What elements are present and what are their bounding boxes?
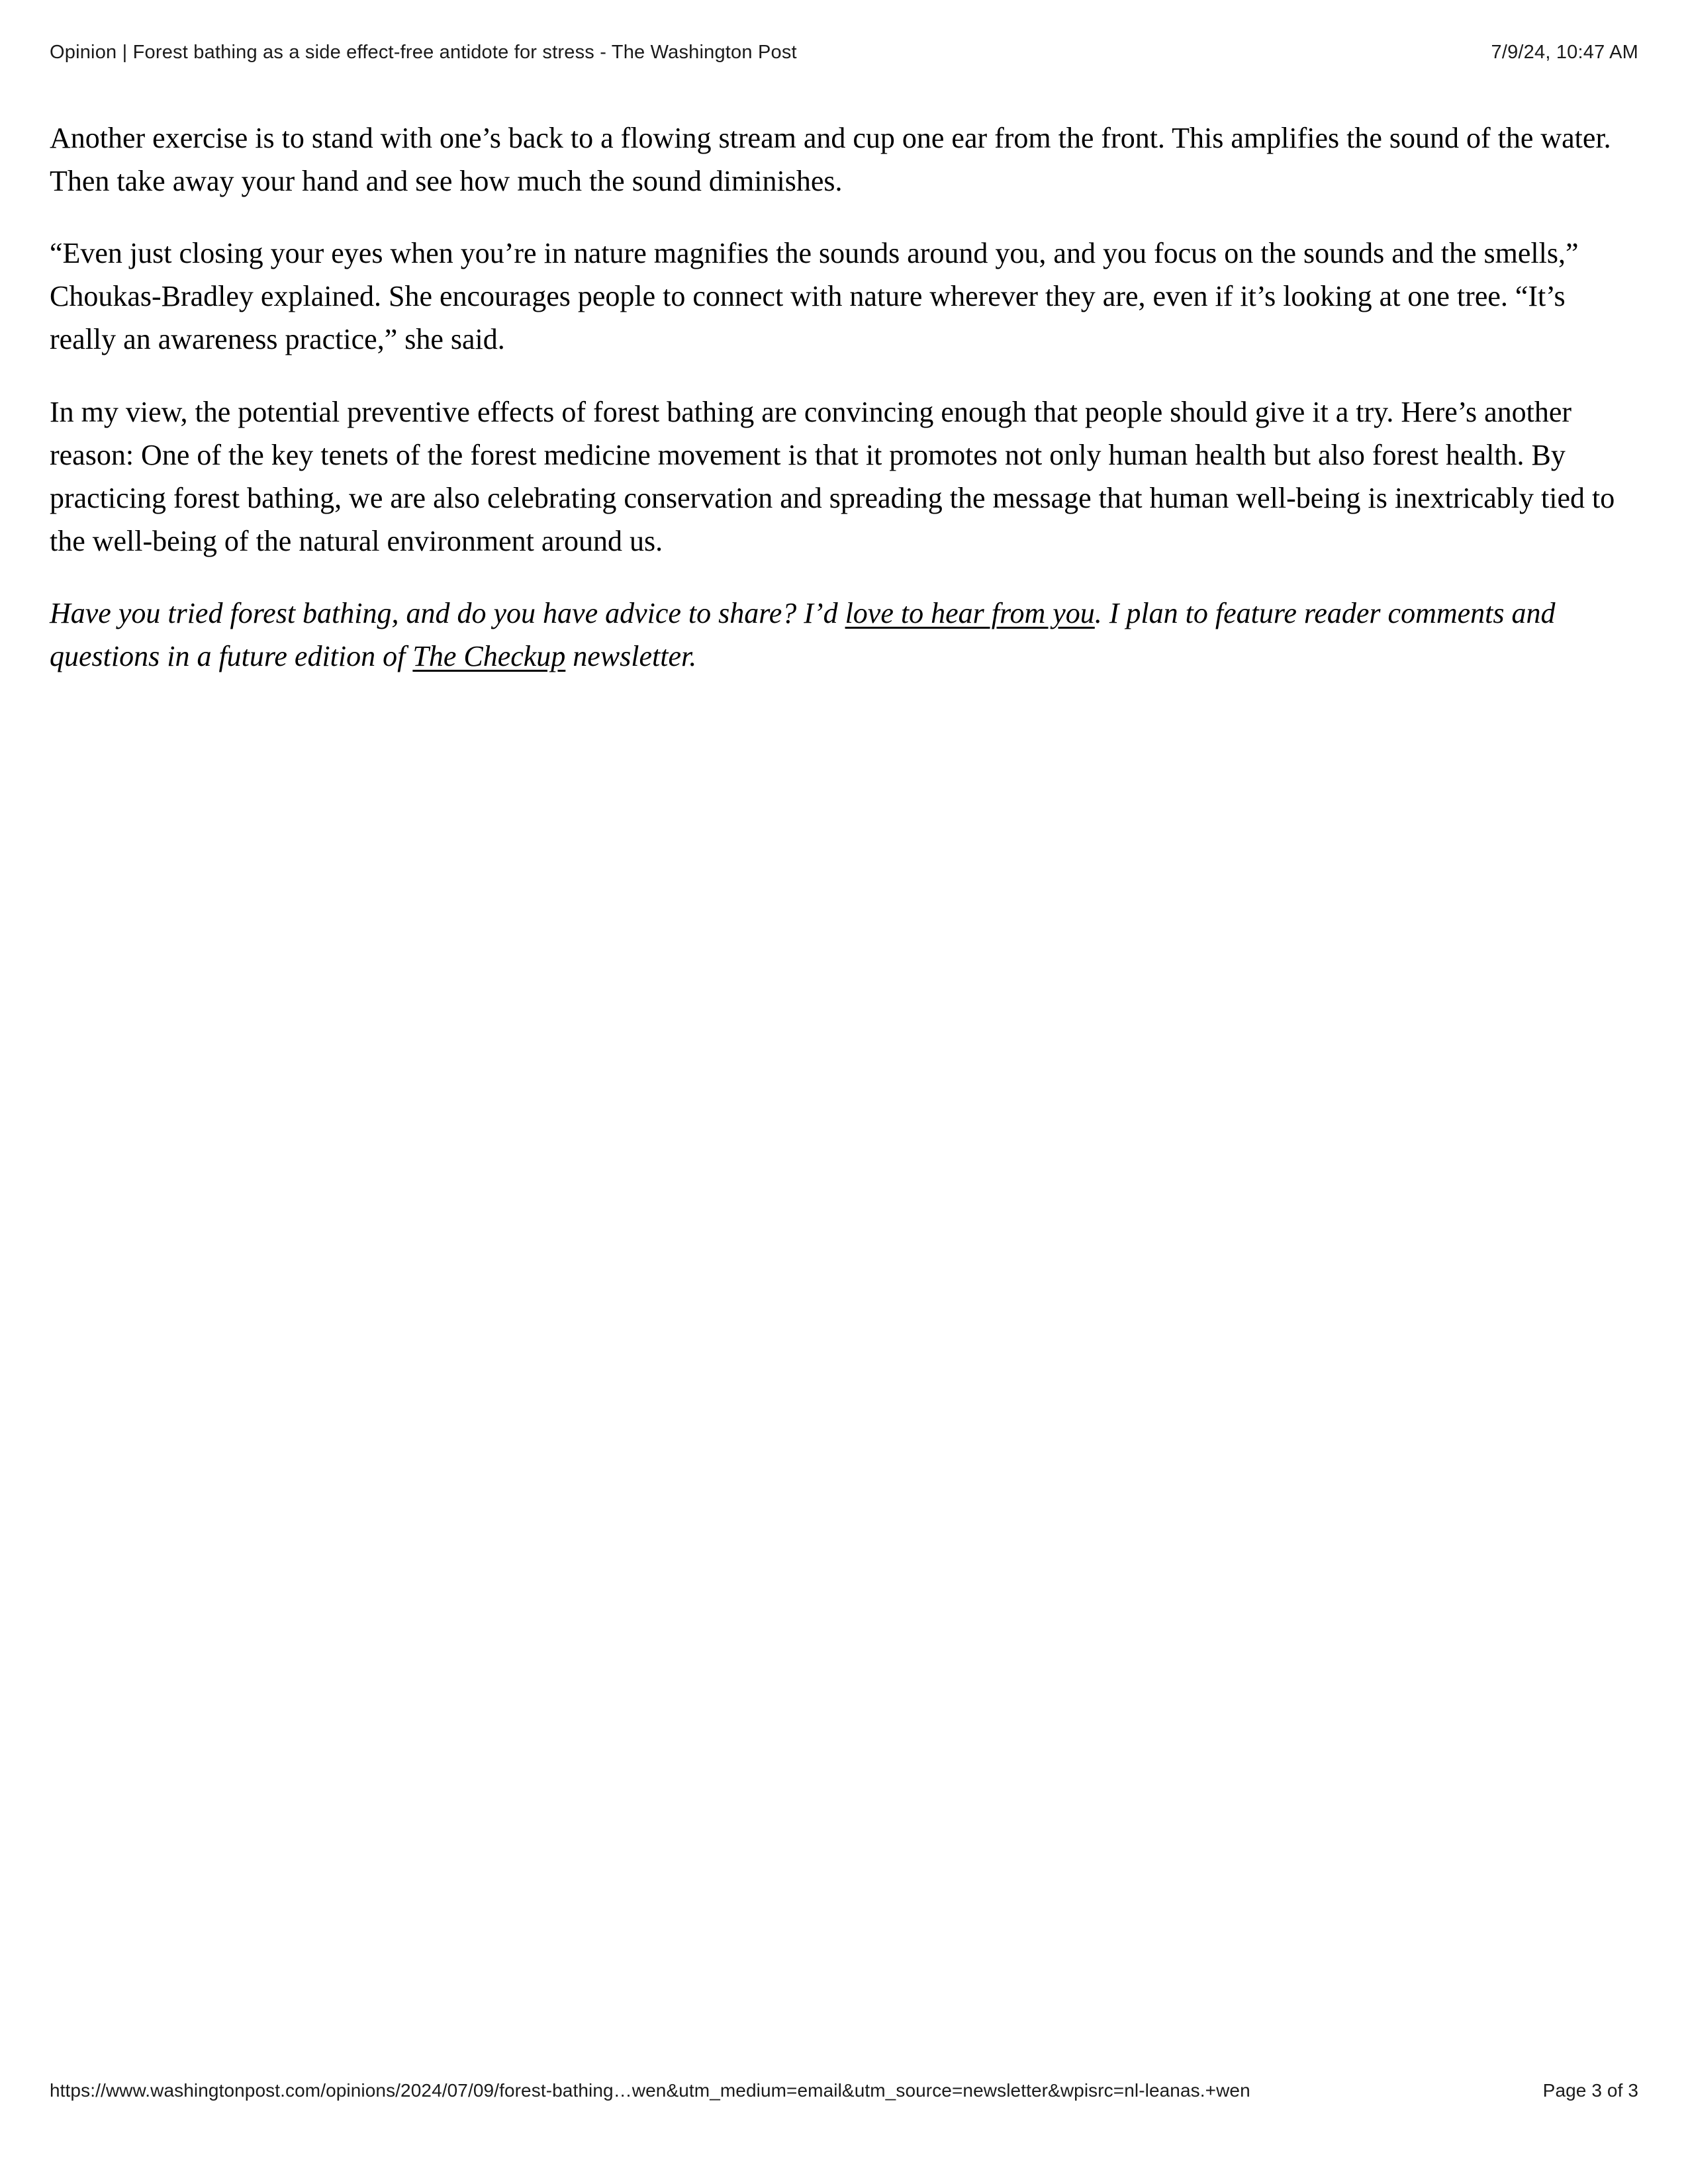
page-header-timestamp: 7/9/24, 10:47 AM [1491, 42, 1638, 63]
the-checkup-newsletter-link[interactable]: The Checkup [412, 640, 566, 673]
love-to-hear-from-you-link[interactable]: love to hear from you [845, 596, 1095, 629]
page-footer-source-url: https://www.washingtonpost.com/opinions/2024/07/09/forest-bathing…wen&utm_medium=email&utm_source=newsletter&wpisrc=nl-leanas.+wen [50, 2080, 1250, 2101]
article-paragraph-1: Another exercise is to stand with one’s back to a flowing stream and cup one ear from the front. This amplifies the sound of the water. Then take away your hand and see how much the sound diminishes. [50, 122, 1611, 198]
running-footer [50, 2079, 1638, 2106]
page-footer-page-number: Page 3 of 3 [1542, 2080, 1638, 2101]
callout-text-segment-2: . I plan to feature reader comments and questions in a future edition of [50, 596, 1556, 673]
article-paragraph-4-callout [50, 592, 1622, 678]
callout-text-segment-3: newsletter. [565, 640, 697, 673]
article-body [50, 116, 1622, 678]
running-header [50, 41, 1638, 68]
callout-text-segment-1: Have you tried forest bathing, and do you have advice to share? I’d [50, 596, 845, 629]
article-paragraph-2: “Even just closing your eyes when you’re in nature magnifies the sounds around you, and you focus on the sounds and the smells,” Choukas-Bradley explained. She encourages people to connect with nature wherever they are, even if it’s looking at one tree. “It’s really an awareness practice,” she said. [50, 237, 1579, 356]
article-paragraph-3: In my view, the potential preventive effects of forest bathing are convincing enough that people should give it a try. Here’s another reason: One of the key tenets of the forest medicine movement is that it promotes not only human health but also forest health. By practicing forest bathing, we are also celebrating conservation and spreading the message that human well-being is inextricably tied to the well-being of the natural environment around us. [50, 395, 1615, 557]
page-header-title: Opinion | Forest bathing as a side effect-free antidote for stress - The Washington Post [50, 42, 797, 63]
